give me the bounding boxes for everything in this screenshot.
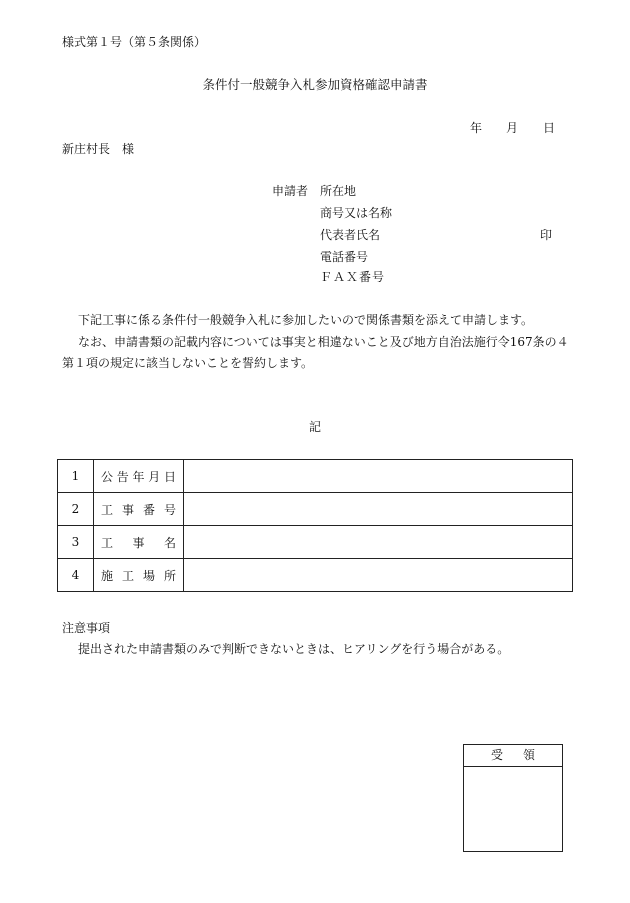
row-label-announcement-date: 公 告 年 月 日 <box>94 460 184 493</box>
applicant-fax-label: ＦＡＸ番号 <box>320 270 386 284</box>
items-table <box>57 459 573 592</box>
addressee: 新庄村長 様 <box>62 142 135 156</box>
row-number: 2 <box>58 493 94 526</box>
date-day-label: 日 <box>543 121 556 135</box>
applicant-company-name-label: 商号又は名称 <box>320 206 393 220</box>
row-value-work-name[interactable] <box>184 526 573 559</box>
table-row <box>58 460 573 493</box>
row-value-announcement-date[interactable] <box>184 460 573 493</box>
seal-mark: 印 <box>540 228 553 242</box>
receipt-header: 受領 <box>464 745 562 767</box>
body-paragraph-1: 下記工事に係る条件付一般競争入札に参加したいので関係書類を添えて申請します。 <box>78 313 534 327</box>
row-label-construction-site: 施 工 場 所 <box>94 559 184 592</box>
body-paragraph-2-line-1: なお、申請書類の記載内容については事実と相違ないこと及び地方自治法施行令167条の４ <box>78 335 569 349</box>
table-row <box>58 526 573 559</box>
row-number: 4 <box>58 559 94 592</box>
row-number: 1 <box>58 460 94 493</box>
body-paragraph-2-line-2: 第１項の規定に該当しないことを誓約します。 <box>62 356 314 370</box>
document-title: 条件付一般競争入札参加資格確認申請書 <box>202 77 428 92</box>
table-row <box>58 493 573 526</box>
receipt-box <box>463 744 563 852</box>
row-number: 3 <box>58 526 94 559</box>
applicant-address-label: 所在地 <box>320 184 357 198</box>
notes-heading: 注意事項 <box>62 621 111 635</box>
ki-heading: 記 <box>308 420 321 434</box>
row-value-construction-site[interactable] <box>184 559 573 592</box>
date-year-label: 年 <box>470 121 483 135</box>
row-label-work-name: 工 事 名 <box>94 526 184 559</box>
applicant-label: 申請者 <box>272 184 309 198</box>
applicant-representative-label: 代表者氏名 <box>320 228 381 242</box>
table-row <box>58 559 573 592</box>
row-value-work-number[interactable] <box>184 493 573 526</box>
row-label-work-number: 工 事 番 号 <box>94 493 184 526</box>
applicant-phone-label: 電話番号 <box>320 250 369 264</box>
notes-text: 提出された申請書類のみで判断できないときは、ヒアリングを行う場合がある。 <box>78 642 510 656</box>
date-month-label: 月 <box>506 121 519 135</box>
form-number-label: 様式第１号（第５条関係） <box>62 35 207 49</box>
